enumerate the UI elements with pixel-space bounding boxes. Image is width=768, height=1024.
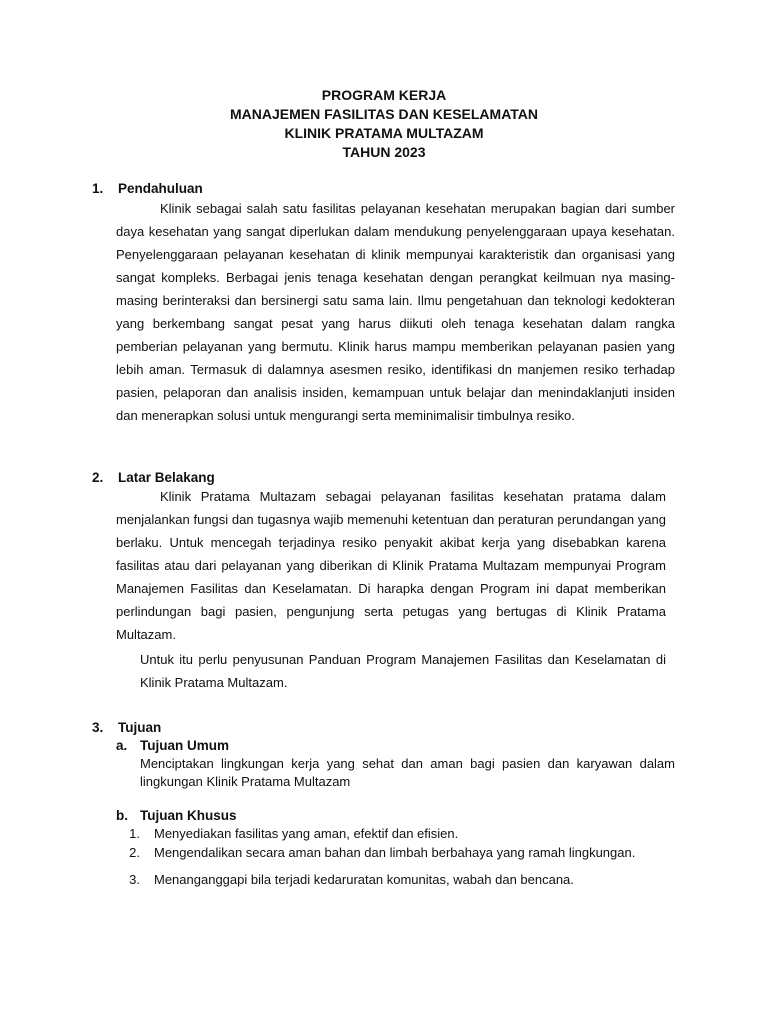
section-1-title: Pendahuluan <box>118 181 203 196</box>
section-2-title: Latar Belakang <box>118 470 215 485</box>
section-3-heading <box>92 720 161 735</box>
title-line-2: MANAJEMEN FASILITAS DAN KESELAMATAN <box>230 106 538 122</box>
list-item-number: 1. <box>129 826 140 841</box>
section-1-paragraph <box>116 197 675 427</box>
title-line-4: TAHUN 2023 <box>342 144 426 160</box>
section-2-heading <box>92 470 215 485</box>
title-line-3: KLINIK PRATAMA MULTAZAM <box>284 125 484 141</box>
section-2-paragraph <box>116 485 666 646</box>
section-2-body-2: Untuk itu perlu penyusunan Panduan Program Manajemen Fasilitas dan Keselamatan di Klinik Pratama Multazam. <box>140 652 666 690</box>
section-2-number: 2. <box>92 470 104 485</box>
list-item-text: Menanganggapi bila terjadi kedaruratan komunitas, wabah dan bencana. <box>154 872 574 887</box>
section-1-body: Klinik sebagai salah satu fasilitas pelayanan kesehatan merupakan bagian dari sumber daya kesehatan yang sangat diperlukan dalam mendukung penyelenggaraan upaya kesehatan. Penyelenggaraan pelayanan kesehatan di klinik mempunyai karakteristik dan organisasi yang sangat kompleks. Berbagai jenis tenaga kesehatan dengan perangkat keilmuan nya masing-masing berinteraksi dan bersinergi satu sama lain. Ilmu pengetahuan dan teknologi kedokteran yang berkembang sangat pesat yang harus diikuti oleh tenaga kesehatan dalam rangka pemberian pelayanan yang bermutu. Klinik harus mampu memberikan pelayanan pasien yang lebih aman. Termasuk di dalamnya asesmen resiko, identifikasi dn manjemen resiko terhadap pasien, pelaporan dan analisis insiden, kemampuan untuk belajar dan menindaklanjuti insiden dan menerapkan solusi untuk mengurangi serta meminimalisir timbulnya resiko. <box>116 201 675 423</box>
subsection-a-title: Tujuan Umum <box>140 738 229 753</box>
subsection-a-letter: a. <box>116 738 128 753</box>
title-line-1: PROGRAM KERJA <box>321 87 447 103</box>
tujuan-khusus-list <box>116 822 675 891</box>
list-item <box>116 841 675 864</box>
section-1-heading <box>92 181 203 196</box>
section-2-body: Klinik Pratama Multazam sebagai pelayanan fasilitas kesehatan pratama dalam menjalankan fungsi dan tugasnya wajib memenuhi ketentuan dan peraturan perundangan yang berlaku. Untuk mencegah terjadinya resiko penyakit akibat kerja yang disebabkan karena fasilitas atau dari pelayanan yang diberikan di Klinik Pratama Multazam mempunyai Program Manajemen Fasilitas dan Keselamatan. Di harapka dengan Program ini dapat memberikan perlindungan bagi pasien, pengunjung serta petugas yang bertugas di Klinik Pratama Multazam. <box>116 489 666 642</box>
list-item-text: Menyediakan fasilitas yang aman, efektif dan efisien. <box>154 826 459 841</box>
subsection-a-body: Menciptakan lingkungan kerja yang sehat dan aman bagi pasien dan karyawan dalam lingkungan Klinik Pratama Multazam <box>140 756 675 789</box>
section-1-number: 1. <box>92 181 104 196</box>
section-2-paragraph-2 <box>140 648 666 694</box>
subsection-b-title: Tujuan Khusus <box>140 808 237 823</box>
list-item <box>116 868 675 891</box>
list-item-text: Mengendalikan secara aman bahan dan limbah berbahaya yang ramah lingkungan. <box>154 845 636 860</box>
document-title <box>0 86 768 162</box>
subsection-b-heading <box>116 808 237 823</box>
subsection-a-heading <box>116 738 229 753</box>
section-3-title: Tujuan <box>118 720 162 735</box>
section-3-number: 3. <box>92 720 104 735</box>
list-item-number: 3. <box>129 872 140 887</box>
subsection-b-letter: b. <box>116 808 128 823</box>
list-item-number: 2. <box>129 845 140 860</box>
